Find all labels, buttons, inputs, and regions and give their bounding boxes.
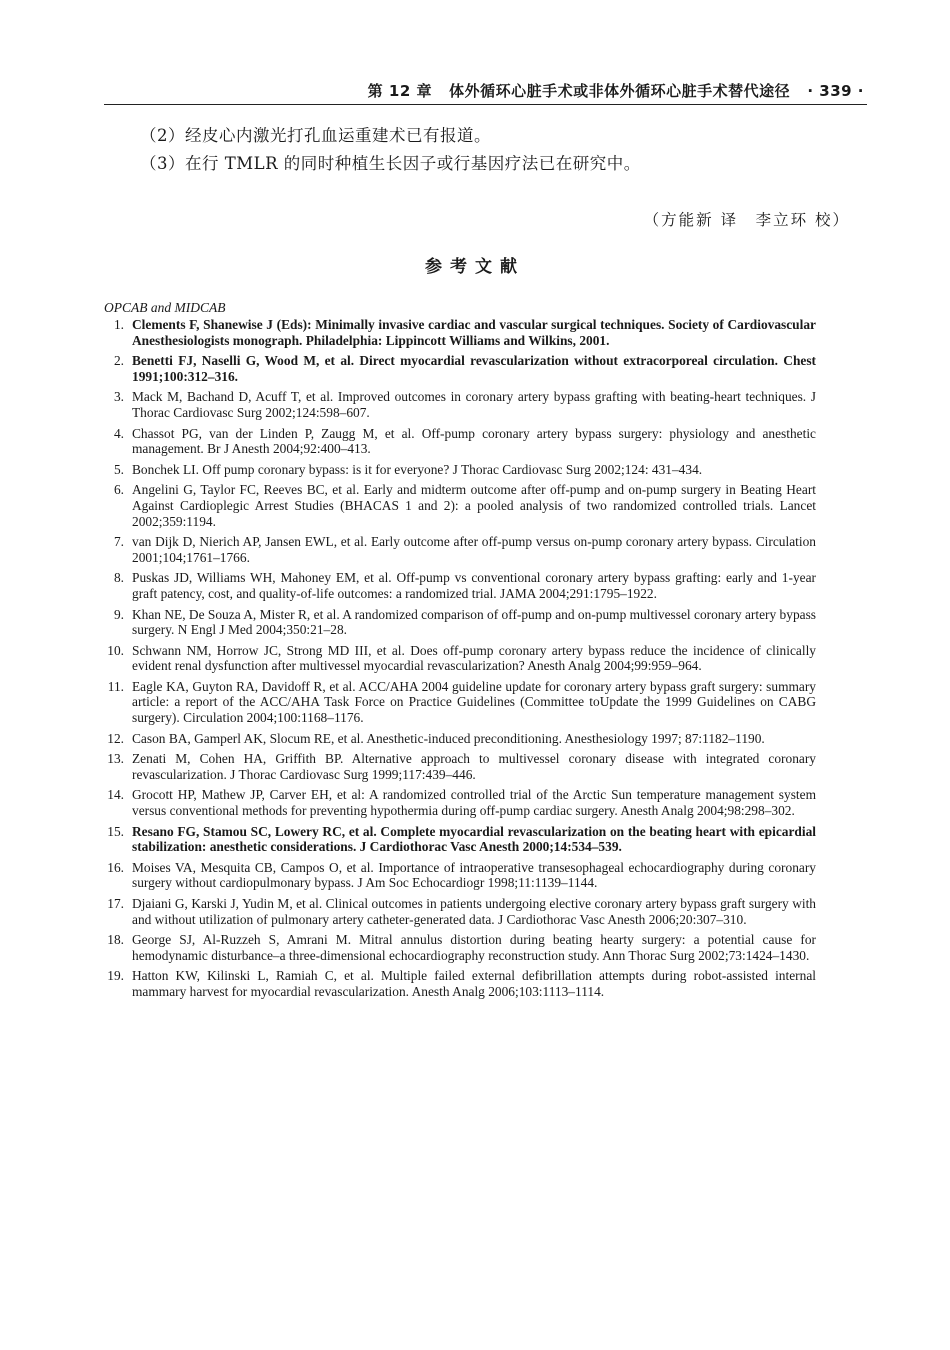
section-label: OPCAB and MIDCAB — [104, 300, 226, 315]
reference-item — [104, 968, 816, 999]
references-title: 参考文献 — [425, 257, 525, 277]
reference-text: Moises VA, Mesquita CB, Campos O, et al. Importance of intraoperative transesophageal echocardiography during coronary surgery without cardiopulmonary bypass. J Am Soc Echocardiogr 1998;11:1139–1144. — [132, 859, 816, 891]
reference-item — [104, 860, 816, 891]
reference-text: George SJ, Al-Ruzzeh S, Amrani M. Mitral annulus distortion during beating hearty surgery: a potential cause for hemodynamic disturbance–a three-dimensional echocardiography reconstruction study. Ann Thorac Surg 2002;73:1424–1430. — [132, 932, 816, 963]
reference-number: 2. — [113, 353, 124, 369]
page-number: · 339 · — [807, 82, 864, 100]
reference-number: 10. — [107, 642, 124, 658]
body-line-2: （3）在行 TMLR 的同时种植生长因子或行基因疗法已在研究中。 — [140, 154, 641, 173]
reference-item — [104, 353, 816, 384]
reference-item — [104, 426, 816, 457]
reference-number: 8. — [113, 570, 124, 586]
reference-number: 6. — [113, 482, 124, 498]
reference-item — [104, 534, 816, 565]
running-header — [104, 80, 864, 101]
reference-text: Benetti FJ, Naselli G, Wood M, et al. Direct myocardial revascularization without extracorporeal circulation. Chest 1991;100:312–316. — [132, 353, 816, 384]
reference-item — [104, 731, 816, 747]
reference-item — [104, 482, 816, 529]
reference-text: Grocott HP, Mathew JP, Carver EH, et al: A randomized controlled trial of the Arctic Sun temperature management system versus conventional methods for preventing hypothermia during off-pump cardiac surgery. Anesth Analg 2004;98:298–302. — [132, 787, 816, 819]
reference-number: 18. — [107, 932, 124, 948]
chapter-number: 第 12 章 — [367, 82, 432, 100]
body-line-1: （2）经皮心内激光打孔血运重建术已有报道。 — [140, 126, 491, 145]
reference-item — [104, 570, 816, 601]
reference-number: 3. — [113, 389, 124, 405]
reference-item — [104, 896, 816, 927]
reference-item — [104, 679, 816, 726]
reference-number: 12. — [107, 730, 124, 746]
reference-item — [104, 462, 816, 478]
reference-text: Angelini G, Taylor FC, Reeves BC, et al. Early and midterm outcome after off-pump and on-pump surgery in Beating Heart Against Cardioplegic Arrest Studies (BHACAS 1 and 2): a pooled analysis of two randomized controlled trials. Lancet 2002;359:1194. — [132, 482, 816, 529]
reference-text: Schwann NM, Horrow JC, Strong MD III, et al. Does off-pump coronary artery bypass reduce the incidence of clinically evident renal dysfunction after multivessel myocardial revascularization? Anesth Analg 2004;99:959–964. — [132, 642, 816, 674]
reference-list — [104, 317, 816, 1005]
reference-text: Resano FG, Stamou SC, Lowery RC, et al. Complete myocardial revascularization on the beating heart with epicardial stabilization: anesthetic considerations. J Cardiothorac Vasc Anesth 2000;14:534–539. — [132, 823, 816, 855]
reference-item — [104, 389, 816, 420]
reference-text: Hatton KW, Kilinski L, Ramiah C, et al. Multiple failed external defibrillation attempts during robot-assisted internal mammary harvest for myocardial revascularization. Anesth Analg 2006;103:1113–1114. — [132, 968, 816, 999]
reference-text: Chassot PG, van der Linden P, Zaugg M, et al. Off-pump coronary artery bypass surgery: physiology and anesthetic management. Br J Anesth 2004;92:400–413. — [132, 425, 816, 457]
reference-number: 4. — [113, 425, 124, 441]
reference-text: Zenati M, Cohen HA, Griffith BP. Alternative approach to multivessel coronary disease with integrated coronary revascularization. J Thorac Cardiovasc Surg 1999;117:439–446. — [132, 751, 816, 782]
reference-text: Puskas JD, Williams WH, Mahoney EM, et al. Off-pump vs conventional coronary artery bypass grafting: early and 1-year graft patency, cost, and quality-of-life outcomes: a randomized trial. JAMA 2004;291:1795–1922. — [132, 570, 816, 601]
reference-number: 13. — [107, 751, 124, 767]
reference-number: 14. — [107, 787, 124, 803]
reference-number: 9. — [113, 606, 124, 622]
reference-text: Cason BA, Gamperl AK, Slocum RE, et al. Anesthetic-induced preconditioning. Anesthesiology 1997; 87:1182–1190. — [132, 730, 765, 746]
reference-item — [104, 787, 816, 818]
reference-text: van Dijk D, Nierich AP, Jansen EWL, et al. Early outcome after off-pump versus on-pump coronary artery bypass. Circulation 2001;104;1761–1766. — [132, 534, 816, 565]
chapter-title: 体外循环心脏手术或非体外循环心脏手术替代途径 — [449, 82, 791, 100]
reference-text: Djaiani G, Karski J, Yudin M, et al. Clinical outcomes in patients undergoing elective coronary artery bypass graft surgery with and without utilization of pulmonary artery catheter-generated data. J Cardiothorac Vasc Anesth 2006;20:307–310. — [132, 896, 816, 927]
reference-number: 11. — [107, 678, 124, 694]
reference-item — [104, 824, 816, 855]
reference-item — [104, 751, 816, 782]
reference-text: Khan NE, De Souza A, Mister R, et al. A randomized comparison of off-pump and on-pump multivessel coronary artery bypass surgery. N Engl J Med 2004;350:21–28. — [132, 606, 816, 638]
header-rule — [104, 104, 867, 105]
reference-text: Eagle KA, Guyton RA, Davidoff R, et al. ACC/AHA 2004 guideline update for coronary artery bypass graft surgery: summary article: a report of the ACC/AHA Task Force on Practice Guidelines (Committee toUpdate the 1999 Guidelines on CABG surgery). Circulation 2004;100:1168–1176. — [132, 678, 816, 726]
reference-item — [104, 932, 816, 963]
reference-number: 7. — [113, 534, 124, 550]
reference-text: Bonchek LI. Off pump coronary bypass: is it for everyone? J Thorac Cardiovasc Surg 2002;124: 431–434. — [132, 461, 703, 477]
reference-item — [104, 607, 816, 638]
reference-item — [104, 643, 816, 674]
reference-item — [104, 317, 816, 348]
translator-credit: （方能新 译 李立环 校） — [643, 211, 850, 229]
reference-text: Clements F, Shanewise J (Eds): Minimally invasive cardiac and vascular surgical techniques. Society of Cardiovascular Anesthesiologists monograph. Philadelphia: Lippincott Williams and Wilkins, 2001. — [132, 317, 816, 348]
reference-number: 1. — [113, 317, 124, 332]
reference-text: Mack M, Bachand D, Acuff T, et al. Improved outcomes in coronary artery bypass grafting with beating-heart techniques. J Thorac Cardiovasc Surg 2002;124:598–607. — [132, 389, 816, 420]
reference-number: 15. — [107, 823, 124, 839]
reference-number: 5. — [113, 461, 124, 477]
reference-number: 17. — [107, 896, 124, 911]
reference-number: 16. — [107, 859, 124, 875]
reference-number: 19. — [107, 968, 124, 984]
